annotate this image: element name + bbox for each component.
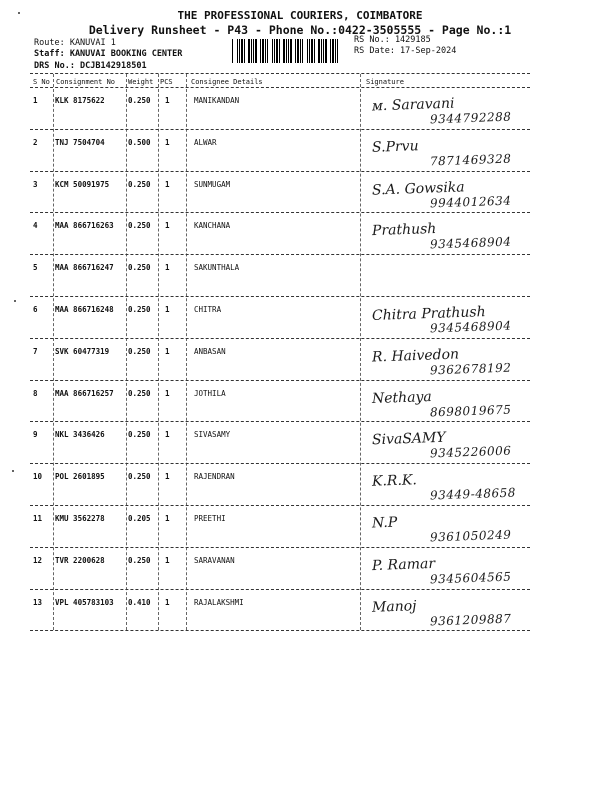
cell-consignee: MANIKANDAN xyxy=(194,96,240,105)
cell-weight: 0.250 xyxy=(128,179,151,189)
cell-pcs: 1 xyxy=(165,555,170,565)
cell-sno: 7 xyxy=(33,346,38,356)
cell-consignee: RAJENDRAN xyxy=(194,472,235,482)
cell-weight: 0.250 xyxy=(128,263,151,273)
col-header-signature: Signature xyxy=(366,78,404,86)
cell-weight: 0.250 xyxy=(128,472,151,482)
cell-consignee: PREETHI xyxy=(194,514,226,523)
cell-sno: 12 xyxy=(33,555,43,565)
cell-weight: 0.250 xyxy=(128,346,151,356)
row-divider xyxy=(30,380,530,381)
signature-handwriting: R. Haivedon xyxy=(371,346,460,366)
cell-pcs: 1 xyxy=(165,514,170,523)
signature-phone: 9345604565 xyxy=(429,569,512,587)
cell-consignee: ALWAR xyxy=(194,137,217,147)
signature-handwriting: Chitra Prathush xyxy=(371,304,486,324)
signature-phone: 9344792288 xyxy=(429,109,512,127)
row-divider xyxy=(30,296,530,297)
row-divider xyxy=(30,421,530,422)
cell-consignee: JOTHILA xyxy=(194,388,226,398)
signature-phone: 8698019675 xyxy=(429,402,512,420)
signature-phone: 7871469328 xyxy=(429,151,512,169)
signature-phone: 93449-48658 xyxy=(429,485,517,503)
row-divider xyxy=(30,505,530,506)
signature-handwriting: S.A. Gowsika xyxy=(371,178,465,199)
scan-speck xyxy=(12,470,14,472)
row-divider xyxy=(30,589,530,590)
barcode-image xyxy=(232,39,342,63)
col-header-consignment: Consignment No xyxy=(56,78,116,86)
signature-phone: 9944012634 xyxy=(429,193,512,211)
cell-pcs: 1 xyxy=(165,472,170,482)
cell-consignment: POL 2601895 xyxy=(55,472,105,482)
company-title: THE PROFESSIONAL COURIERS, COIMBATORE xyxy=(177,9,423,22)
col-header-weight: Weight xyxy=(128,78,154,86)
cell-sno: 2 xyxy=(33,137,38,147)
cell-consignment: MAA 866716247 xyxy=(55,263,114,273)
col-header-sno: S No xyxy=(33,78,50,86)
signature-handwriting: Manoj xyxy=(371,597,417,616)
route-label: Route: KANUVAI 1 xyxy=(34,38,116,48)
cell-consignment: KCM 50091975 xyxy=(55,179,110,189)
cell-pcs: 1 xyxy=(165,137,170,147)
cell-consignee: SIVASAMY xyxy=(194,430,231,440)
cell-sno: 3 xyxy=(33,179,38,189)
cell-consignment: KLK 8175622 xyxy=(55,96,105,105)
cell-consignment: VPL 405783103 xyxy=(55,597,114,607)
row-divider xyxy=(30,463,530,464)
cell-sno: 8 xyxy=(33,388,38,398)
cell-weight: 0.250 xyxy=(128,388,151,398)
signature-handwriting: ᴍ. Saravani xyxy=(371,95,455,115)
cell-sno: 5 xyxy=(33,263,38,273)
cell-pcs: 1 xyxy=(165,597,170,607)
signature-phone: 9362678192 xyxy=(429,360,512,378)
row-divider xyxy=(30,547,530,548)
row-divider xyxy=(30,254,530,255)
staff-label: Staff: KANUVAI BOOKING CENTER xyxy=(34,49,183,59)
signature-handwriting: Prathush xyxy=(371,221,437,240)
row-divider xyxy=(30,212,530,213)
cell-consignee: ANBASAN xyxy=(194,346,226,356)
col-header-consignee: Consignee Details xyxy=(191,78,263,86)
cell-consignment: MAA 866716263 xyxy=(55,221,114,231)
row-divider xyxy=(30,338,530,339)
cell-consignee: SARAVANAN xyxy=(194,555,235,565)
cell-sno: 13 xyxy=(33,597,43,607)
signature-handwriting: K.R.K. xyxy=(371,472,418,490)
cell-sno: 6 xyxy=(33,305,38,314)
signature-phone: 9345226006 xyxy=(429,443,512,461)
header-top-rule xyxy=(30,73,530,74)
cell-pcs: 1 xyxy=(165,179,170,189)
cell-consignment: MAA 866716248 xyxy=(55,305,114,314)
cell-pcs: 1 xyxy=(165,388,170,398)
cell-sno: 11 xyxy=(33,514,43,523)
row-divider xyxy=(30,630,530,631)
cell-sno: 4 xyxy=(33,221,38,231)
row-divider xyxy=(30,129,530,130)
cell-consignment: MAA 866716257 xyxy=(55,388,114,398)
cell-pcs: 1 xyxy=(165,96,170,105)
signature-phone: 9361209887 xyxy=(429,611,512,629)
cell-pcs: 1 xyxy=(165,263,170,273)
scan-speck xyxy=(18,12,20,14)
signature-phone: 9345468904 xyxy=(429,318,512,336)
signature-handwriting: P. Ramar xyxy=(371,555,436,574)
cell-pcs: 1 xyxy=(165,346,170,356)
cell-weight: 0.410 xyxy=(128,597,151,607)
cell-weight: 0.205 xyxy=(128,514,151,523)
cell-sno: 9 xyxy=(33,430,38,440)
cell-weight: 0.250 xyxy=(128,221,151,231)
cell-consignee: RAJALAKSHMI xyxy=(194,597,244,607)
signature-handwriting: Nethaya xyxy=(371,388,433,407)
cell-consignment: KMU 3562278 xyxy=(55,514,105,523)
signature-phone: 9345468904 xyxy=(429,234,512,252)
signature-handwriting: SivaSAMY xyxy=(371,430,446,449)
cell-pcs: 1 xyxy=(165,305,170,314)
rs-no-label: RS No.: 1429185 xyxy=(354,35,431,45)
signature-handwriting: N.P xyxy=(371,514,398,532)
runsheet-subtitle: Delivery Runsheet - P43 - Phone No.:0422-3505555 - Page No.:1 xyxy=(88,23,512,37)
cell-consignment: TNJ 7504704 xyxy=(55,137,105,147)
cell-consignee: SUNMUGAM xyxy=(194,179,231,189)
cell-pcs: 1 xyxy=(165,221,170,231)
cell-consignment: TVR 2200628 xyxy=(55,555,105,565)
col-header-pcs: PCS xyxy=(160,78,173,86)
cell-pcs: 1 xyxy=(165,430,170,440)
scan-speck xyxy=(14,300,16,302)
cell-weight: 0.250 xyxy=(128,555,151,565)
cell-weight: 0.250 xyxy=(128,96,151,105)
signature-phone: 9361050249 xyxy=(429,527,512,545)
signature-handwriting: S.Prvu xyxy=(371,137,419,156)
cell-sno: 1 xyxy=(33,96,38,105)
cell-weight: 0.500 xyxy=(128,137,151,147)
cell-consignment: SVK 60477319 xyxy=(55,346,110,356)
cell-consignee: CHITRA xyxy=(194,305,222,314)
cell-weight: 0.250 xyxy=(128,430,151,440)
cell-consignee: SAKUNTHALA xyxy=(194,263,240,273)
rs-date-label: RS Date: 17-Sep-2024 xyxy=(354,46,457,56)
cell-consignment: NKL 3436426 xyxy=(55,430,105,440)
cell-weight: 0.250 xyxy=(128,305,151,314)
row-divider xyxy=(30,171,530,172)
cell-sno: 10 xyxy=(33,472,43,482)
drs-label: DRS No.: DCJB142918501 xyxy=(34,61,147,71)
cell-consignee: KANCHANA xyxy=(194,221,231,231)
header-bottom-rule xyxy=(30,87,530,88)
